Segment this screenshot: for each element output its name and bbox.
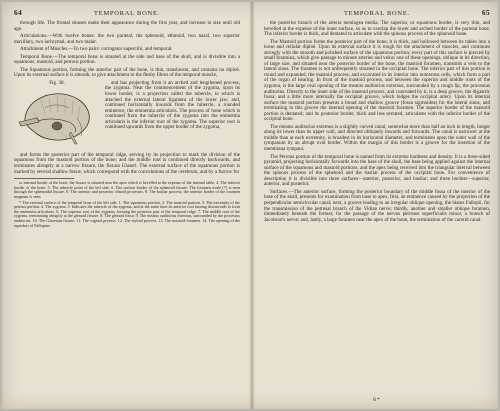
paragraph: The Mastoid portion forms the posterior part of the bone; it is thick, and hollowed between its tables into a loose and cellular diploë. Upon its external surface it is rough for the attachment of muscles, and continues strongly with the smooth and polished surface of the squamous portion: every part of this surface is pierced by small foramina, which give passage to minute arteries and veins; one of these openings, oblique in its direction, of large size, and situated near the posterior border of the bone, the mastoid foramen, transmits a vein to the lateral sinus. The foramen is not unfrequently situated in the occipital bone. The inferior part of this portion is round and expanded, the mastoid process, and excavated in its interior into numerous cells, which form a part of the organ of hearing. In front of the mastoid process, and between the superior and middle roots of the zygoma, is the large oval opening of the meatus auditorius externus, surrounded by a rough lip, the processus auditorius. Directly to the inner side of the mastoid process, and concealed by it, is a deep groove, the digastric fossa; and a little more internally the occipital groove, which lodges the occipital artery. Upon its internal surface the mastoid portion presents a broad and shallow groove (fossa sigmoidea) for the lateral sinus, and terminating in this groove the internal opening of the mastoid foramen. The superior border of the mastoid portion is dentated; and its posterior border, thick and less serrated, articulates with the inferior border of the occipital bone. bbox=[264, 38, 490, 123]
temporal-bone-illustration bbox=[15, 88, 99, 146]
footnote: * The external surface of the temporal bone of the left side. 1. The squamous portion. 2. The mastoid portion. 3. The extremity of the petrous portion. 4. The zygoma. 5. Indicates the tubercle of the zygoma, and at the same time its anterior root turning downwards to form the eminentia articularis. 6. The superior root of the zygoma, forming the posterior part of the temporal ridge. 7. The middle root of the zygoma, terminating abruptly at the glenoid fissure. 8. The glenoid fossa. 9. The meatus auditorius externus, surrounded by the processus auditorius. 10. The Glaserian fissure. 11. The vaginal process. 12. The styloid process. 13. The mastoid foramen. 14. The opening of the aqueduct of Fallopius. bbox=[14, 199, 240, 228]
book-gutter bbox=[249, 2, 255, 409]
footnote: or internal border of the bone; the fissure is situated near the apex which is bevelled at the expense of the internal table. 4. The inferior border of the bone. 5. The tubercle point of the left side. 6. The surface border of the sphenoid fissure. The foramen ovale (7) is seen through the sphenoidal fissure. 8. The anterior and posterior clinoid processes. 9. The basilar process; the anterior border of the foramen magnum is seen. bbox=[14, 180, 240, 199]
footnote-rule bbox=[14, 178, 74, 179]
paragraph: and has projecting from it an arched and lengthened process, the zygoma. Near the commencement of the zygoma, upon its lower border, is a projection called the tubercle, to which is attached the external lateral ligament of the lower jaw; and, continued horizontally inwards from the tubercle, a rounded eminence, the eminentia articularis. The process of bone which is continued from the tubercle of the zygoma into the eminentia articularis is the inferior root of the zygoma. The superior root is continued upwards from the upper border of the zygoma, bbox=[105, 79, 240, 131]
paragraph: the posterior branch of the arteria meningea media. The superior, or squamous border, is very thin, and bevelled at the expense of the inner surface, so as to overlap the lower and arched border of the parietal bone. The inferior border is thick, and dentated to articulate with the spinous process of the sphenoid bone. bbox=[264, 20, 490, 38]
left-page-header bbox=[14, 8, 240, 17]
right-page-header bbox=[264, 8, 490, 17]
paragraph: through life. The frontal sinuses make their appearance during the first year, and increase in size until old age. bbox=[14, 20, 240, 32]
book-spread bbox=[2, 2, 498, 409]
right-page-body bbox=[264, 21, 490, 223]
paragraph: Attachment of Muscles.—To two pairs: corrugator supercilii, and temporal. bbox=[20, 46, 173, 53]
left-page-body-bottom bbox=[14, 153, 240, 175]
paragraph: Surfaces.—The anterior surface, forming the posterior boundary of the middle fossa of the interior of the base of the skull, presents for examination from base to apex, first, an eminence caused by the projection of the perpendicular semicircular canal; next, a groove leading to an irregular oblique opening, the hiatus Fallopii, for the transmission of the petrosal branch of the Vidian nerve; thirdly, another and smaller oblique foramen, immediately beneath the former, for the passage of the nervus petrosus superficialis minor, a branch of Jacobson's nerve; and, lastly, a large foramen near the apex of the bone, the termination of the carotid canal. bbox=[264, 188, 490, 223]
right-running-head: TEMPORAL BONE. bbox=[343, 10, 410, 17]
left-running-head: TEMPORAL BONE. bbox=[94, 10, 161, 17]
paragraph: Temporal Bone.—The temporal bone is situated at the side and base of the skull, and is divisible into a squamous, mastoid, and petrous portion. bbox=[14, 53, 240, 66]
figure-label: Fig. 38. bbox=[49, 80, 65, 86]
left-page bbox=[14, 8, 240, 403]
signature-mark: 6* bbox=[373, 397, 381, 403]
figure-side-text bbox=[105, 81, 240, 151]
figure-row bbox=[14, 81, 240, 151]
left-page-body-top bbox=[14, 21, 240, 79]
footnotes bbox=[14, 181, 240, 228]
paragraph: The Squamous portion, forming the anterior part of the bone, is thin, translucent, and contains no diploë. Upon its external surface it is smooth, to give attachment to the fleshy fibres of the temporal muscle, bbox=[14, 66, 240, 79]
figure bbox=[14, 81, 100, 151]
paragraph: Articulations.—With twelve bones: the two parietal, the sphenoid, ethmoid, two nasal, two superior maxillary, two lachrymal, and two malar. bbox=[14, 33, 240, 45]
left-page-number: 64 bbox=[14, 8, 23, 17]
right-page bbox=[264, 8, 490, 403]
paragraph: The Petrous portion of the temporal bone is named from its extreme hardness and density. It is a three-sided pyramid, projecting horizontally forwards into the base of the skull, the base being applied against the internal surface of the squamous and mastoid portions, and the apex being received into the triangular interval between the spinous process of the sphenoid and the basilar process of the occipital bone. For convenience of description it is divisible into three surfaces—anterior, posterior, and basilar; and three borders—superior, anterior, and posterior. bbox=[264, 153, 490, 188]
right-page-number: 65 bbox=[481, 8, 490, 17]
paragraph: The meatus auditorius externus is a slightly curved canal, somewhat more than half an inch in length, longer along its lower than its upper wall, and directed obliquely inwards and forwards. The canal is narrower at the middle than at each extremity, is broadest in its horizontal diameter, and terminates upon the outer wall of the tympanum by an abrupt oval border. Within the margin of this border is a groove for the insertion of the membrana tympani. bbox=[264, 123, 490, 153]
paragraph: and forms the posterior part of the temporal ridge, serving by its projection to mark the division of the squamous from the mastoid portion of the bone; and the middle root is continued directly backwards, and terminates abruptly at a narrow fissure, the fissura Glaseri. The external surface of the squamous portion is marked by several shallow fossæ, which correspond with the convolutions of the cerebrum, and by a furrow for bbox=[14, 151, 240, 175]
